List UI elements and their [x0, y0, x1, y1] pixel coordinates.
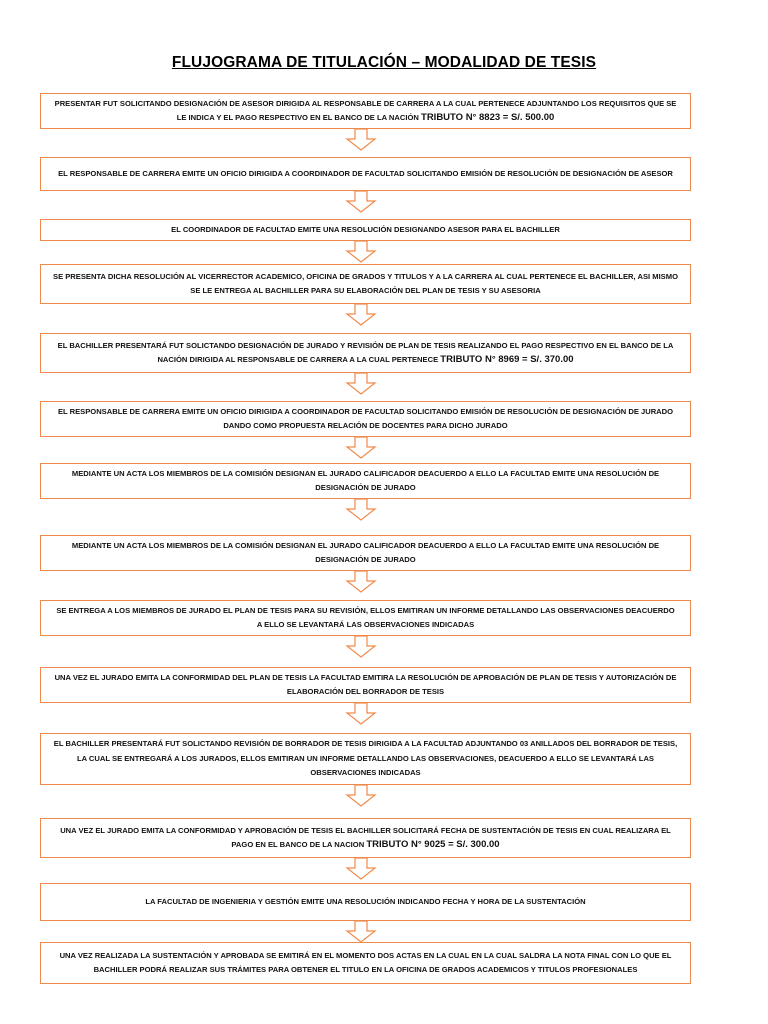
flow-step-label: EL RESPONSABLE DE CARRERA EMITE UN OFICIO DIRIGIDA A COORDINADOR DE FACULTAD SOLICITANDO EMISIÓN DE RESOLUCIÓN DE DESIGNACIÓN DE JURADO DANDO COMO PROPUESTA RELACIÓN DE DOCENTES PARA DICHO JURADO — [57, 406, 674, 430]
flow-step-text — [53, 539, 678, 568]
flow-step-9 — [40, 600, 691, 636]
down-arrow-icon — [345, 703, 377, 725]
flow-step-4 — [40, 264, 691, 304]
flow-step-text — [58, 167, 673, 182]
flow-step-label: UNA VEZ EL JURADO EMITA LA CONFORMIDAD Y APROBACIÓN DE TESIS EL BACHILLER SOLICITARÁ FECHA DE SUSTENTACIÓN DE TESIS EN CUAL REALIZARA EL PAGO EN EL BANCO DE LA NACION — [60, 825, 671, 849]
flow-step-label: MEDIANTE UN ACTA LOS MIEMBROS DE LA COMISIÓN DESIGNAN EL JURADO CALIFICADOR DEACUERDO A ELLO LA FACULTAD EMITE UNA RESOLUCIÓN DE DESIGNACIÓN DE JURADO — [71, 540, 660, 564]
flow-step-6 — [40, 401, 691, 437]
flow-step-label: EL BACHILLER PRESENTARÁ FUT SOLICTANDO REVISIÓN DE BORRADOR DE TESIS DIRIGIDA A LA FACULTAD ADJUNTANDO 03 ANILLADOS DEL BORRADOR DE TESIS, LA CUAL SE ENTREGARÁ A LOS JURADOS, ELLOS EMITIRAN UN INFORME DETALLANDO LAS OBSERVACIONES, DEACUERDO A ELLO SE LEVANTARÁ LAS OBSERVACIONES INDICADAS — [53, 739, 678, 778]
flow-step-text — [53, 97, 678, 126]
flow-step-label: SE PRESENTA DICHA RESOLUCIÓN AL VICERRECTOR ACADEMICO, OFICINA DE GRADOS Y TITULOS Y A LA CARRERA AL CUAL PERTENECE EL BACHILLER, ASI MISMO SE LE ENTREGA AL BACHILLER PARA SU ELABORACIÓN DEL PLAN DE TESIS Y SU ASESORIA — [53, 271, 678, 295]
flow-step-text — [53, 270, 678, 299]
flow-step-14 — [40, 942, 691, 984]
down-arrow-icon — [345, 785, 377, 807]
flow-step-8 — [40, 535, 691, 571]
down-arrow-icon — [345, 636, 377, 658]
flow-step-text — [53, 467, 678, 496]
flow-step-7 — [40, 463, 691, 499]
flow-step-label: EL RESPONSABLE DE CARRERA EMITE UN OFICIO DIRIGIDA A COORDINADOR DE FACULTAD SOLICITANDO EMISIÓN DE RESOLUCIÓN DE DESIGNACIÓN DE ASESOR — [58, 168, 673, 178]
flow-step-label: MEDIANTE UN ACTA LOS MIEMBROS DE LA COMISIÓN DESIGNAN EL JURADO CALIFICADOR DEACUERDO A ELLO LA FACULTAD EMITE UNA RESOLUCIÓN DE DESIGNACIÓN DE JURADO — [71, 468, 660, 492]
down-arrow-icon — [345, 437, 377, 459]
tributo-amount: TRIBUTO N° 9025 = S/. 300.00 — [366, 839, 500, 850]
flow-step-11 — [40, 733, 691, 785]
flow-step-5 — [40, 333, 691, 373]
down-arrow-icon — [345, 858, 377, 880]
flow-step-label: EL COORDINADOR DE FACULTAD EMITE UNA RESOLUCIÓN DESIGNANDO ASESOR PARA EL BACHILLER — [171, 224, 560, 234]
down-arrow-icon — [345, 304, 377, 326]
flow-step-text — [145, 895, 585, 910]
flow-step-text — [53, 824, 678, 853]
tributo-amount: TRIBUTO N° 8823 = S/. 500.00 — [421, 112, 555, 123]
flow-step-1 — [40, 93, 691, 129]
down-arrow-icon — [345, 921, 377, 943]
down-arrow-icon — [345, 191, 377, 213]
flow-step-label: PRESENTAR FUT SOLICITANDO DESIGNACIÓN DE ASESOR DIRIGIDA AL RESPONSABLE DE CARRERA A LA CUAL PERTENECE ADJUNTANDO LOS REQUISITOS QUE SE LE INDICA Y EL PAGO RESPECTIVO EN EL BANCO DE LA NACIÓN — [54, 98, 677, 122]
down-arrow-icon — [345, 373, 377, 395]
flow-step-text — [53, 339, 678, 368]
tributo-amount: TRIBUTO N° 8969 = S/. 370.00 — [440, 354, 574, 365]
flow-step-label: UNA VEZ REALIZADA LA SUSTENTACIÓN Y APROBADA SE EMITIRÁ EN EL MOMENTO DOS ACTAS EN LA CUAL EN LA CUAL SALDRA LA NOTA FINAL CON LO QUE EL BACHILLER PODRÁ REALIZAR SUS TRÁMITES PARA OBTENER EL TITULO EN LA OFICINA DE GRADOS ACADEMICOS Y TITULOS PROFESIONALES — [59, 950, 672, 974]
flow-step-label: UNA VEZ EL JURADO EMITA LA CONFORMIDAD DEL PLAN DE TESIS LA FACULTAD EMITIRA LA RESOLUCIÓN DE APROBACIÓN DE PLAN DE TESIS Y AUTORIZACIÓN DE ELABORACIÓN DEL BORRADOR DE TESIS — [54, 672, 677, 696]
flow-step-12 — [40, 818, 691, 858]
flow-step-text — [53, 604, 678, 633]
flow-step-text — [53, 405, 678, 434]
down-arrow-icon — [345, 571, 377, 593]
page-title: FLUJOGRAMA DE TITULACIÓN – MODALIDAD DE TESIS — [171, 54, 597, 71]
flow-step-3 — [40, 219, 691, 241]
down-arrow-icon — [345, 129, 377, 151]
flow-step-text — [53, 737, 678, 781]
down-arrow-icon — [345, 499, 377, 521]
flow-step-label: SE ENTREGA A LOS MIEMBROS DE JURADO EL PLAN DE TESIS PARA SU REVISIÓN, ELLOS EMITIRAN UN INFORME DETALLANDO LAS OBSERVACIONES DEACUERDO A ELLO SE LEVANTARÁ LAS OBSERVACIONES INDICADAS — [56, 605, 675, 629]
flow-step-label: EL BACHILLER PRESENTARÁ FUT SOLICTANDO DESIGNACIÓN DE JURADO Y REVISIÓN DE PLAN DE TESIS REALIZANDO EL PAGO RESPECTIVO EN EL BANCO DE LA NACIÓN DIRIGIDA AL RESPONSABLE DE CARRERA A LA CUAL PERTENECE — [57, 340, 674, 364]
flow-step-text — [171, 223, 560, 238]
down-arrow-icon — [345, 241, 377, 263]
flow-step-2 — [40, 157, 691, 191]
flow-step-text — [53, 949, 678, 978]
flow-step-13 — [40, 883, 691, 921]
flow-step-text — [53, 671, 678, 700]
flow-step-label: LA FACULTAD DE INGENIERIA Y GESTIÓN EMITE UNA RESOLUCIÓN INDICANDO FECHA Y HORA DE LA SUSTENTACIÓN — [145, 896, 586, 906]
flow-step-10 — [40, 667, 691, 703]
